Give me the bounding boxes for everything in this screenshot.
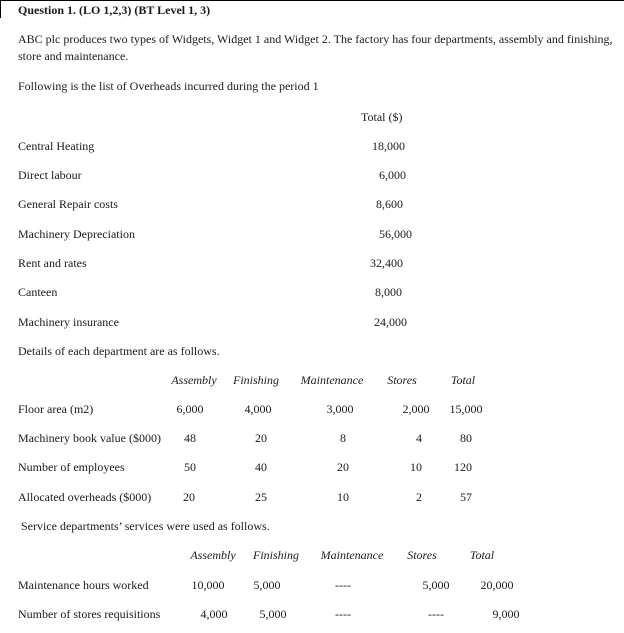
- svc-header-stores: Stores: [407, 548, 437, 562]
- left-border: [0, 0, 1, 18]
- svc-cell: 10,000: [191, 578, 225, 592]
- dept-header-stores: Stores: [387, 373, 417, 387]
- svc-cell: ----: [428, 607, 444, 621]
- overhead-label: Direct labour: [18, 168, 82, 182]
- overhead-value: 8,000: [375, 285, 402, 299]
- overhead-label: Machinery insurance: [18, 315, 119, 329]
- dept-header-finishing: Finishing: [232, 373, 280, 387]
- svc-cell: 20,000: [480, 578, 514, 592]
- svc-cell: ----: [335, 578, 351, 592]
- svc-header-assembly: Assembly: [190, 548, 236, 562]
- dept-cell: 20: [255, 431, 267, 445]
- dept-cell: 20: [183, 490, 195, 504]
- overhead-value: 18,000: [372, 139, 405, 153]
- dept-cell: 20: [337, 460, 349, 474]
- overheads-total-header: Total ($): [361, 110, 403, 124]
- dept-row-label: Allocated overheads ($000): [18, 490, 152, 504]
- svc-row-label: Maintenance hours worked: [18, 578, 149, 592]
- overhead-label: Rent and rates: [18, 256, 87, 270]
- overhead-value: 56,000: [379, 227, 412, 241]
- svc-header-total: Total: [469, 548, 495, 562]
- svc-cell: 9,000: [492, 607, 520, 621]
- svc-cell: 4,000: [200, 607, 228, 621]
- svc-header-maintenance: Maintenance: [320, 548, 384, 562]
- dept-cell: 8: [340, 431, 346, 445]
- svc-header-finishing: Finishing: [252, 548, 300, 562]
- dept-header-total: Total: [450, 373, 476, 387]
- departments-lead: Details of each department are as follows.: [18, 344, 220, 358]
- dept-cell: 4: [416, 431, 422, 445]
- dept-cell: 25: [255, 490, 267, 504]
- svc-row-label: Number of stores requisitions: [18, 607, 161, 621]
- dept-cell: 10: [410, 460, 422, 474]
- dept-cell: 2,000: [402, 402, 430, 416]
- svc-cell: 5,000: [253, 578, 281, 592]
- dept-row-label: Floor area (m2): [18, 402, 94, 416]
- overhead-value: 6,000: [379, 168, 406, 182]
- svc-cell: 5,000: [422, 578, 450, 592]
- dept-cell: 6,000: [176, 402, 204, 416]
- overhead-label: Central Heating: [18, 139, 95, 153]
- overheads-lead: Following is the list of Overheads incurred during the period 1: [18, 79, 319, 93]
- overhead-label: General Repair costs: [18, 197, 118, 211]
- overhead-value: 8,600: [376, 197, 403, 211]
- dept-header-maintenance: Maintenance: [300, 373, 364, 387]
- dept-cell: 3,000: [326, 402, 354, 416]
- dept-cell: 40: [255, 460, 267, 474]
- overhead-label: Canteen: [18, 285, 58, 299]
- top-border: [0, 0, 624, 1]
- services-lead: Service departments’ services were used as follows.: [21, 519, 270, 533]
- svc-cell: 5,000: [259, 607, 287, 621]
- dept-row-label: Machinery book value ($000): [18, 431, 161, 445]
- dept-cell: 48: [184, 431, 196, 445]
- dept-cell: 10: [337, 490, 349, 504]
- overhead-label: Machinery Depreciation: [18, 227, 135, 241]
- question-title: Question 1. (LO 1,2,3) (BT Level 1, 3): [18, 3, 211, 17]
- dept-cell: 120: [454, 460, 472, 474]
- intro-paragraph: ABC plc produces two types of Widgets, Widget 1 and Widget 2. The factory has four departments, assembly and finishing, store and maintenance.: [18, 32, 613, 63]
- dept-cell: 57: [460, 490, 472, 504]
- svc-cell: ----: [335, 607, 351, 621]
- dept-cell: 2: [416, 490, 422, 504]
- dept-cell: 4,000: [244, 402, 272, 416]
- dept-row-label: Number of employees: [18, 460, 125, 474]
- overhead-value: 32,400: [370, 256, 403, 270]
- overhead-value: 24,000: [374, 315, 407, 329]
- dept-cell: 15,000: [449, 402, 483, 416]
- dept-header-assembly: Assembly: [171, 373, 217, 387]
- dept-cell: 50: [184, 460, 196, 474]
- dept-cell: 80: [460, 431, 472, 445]
